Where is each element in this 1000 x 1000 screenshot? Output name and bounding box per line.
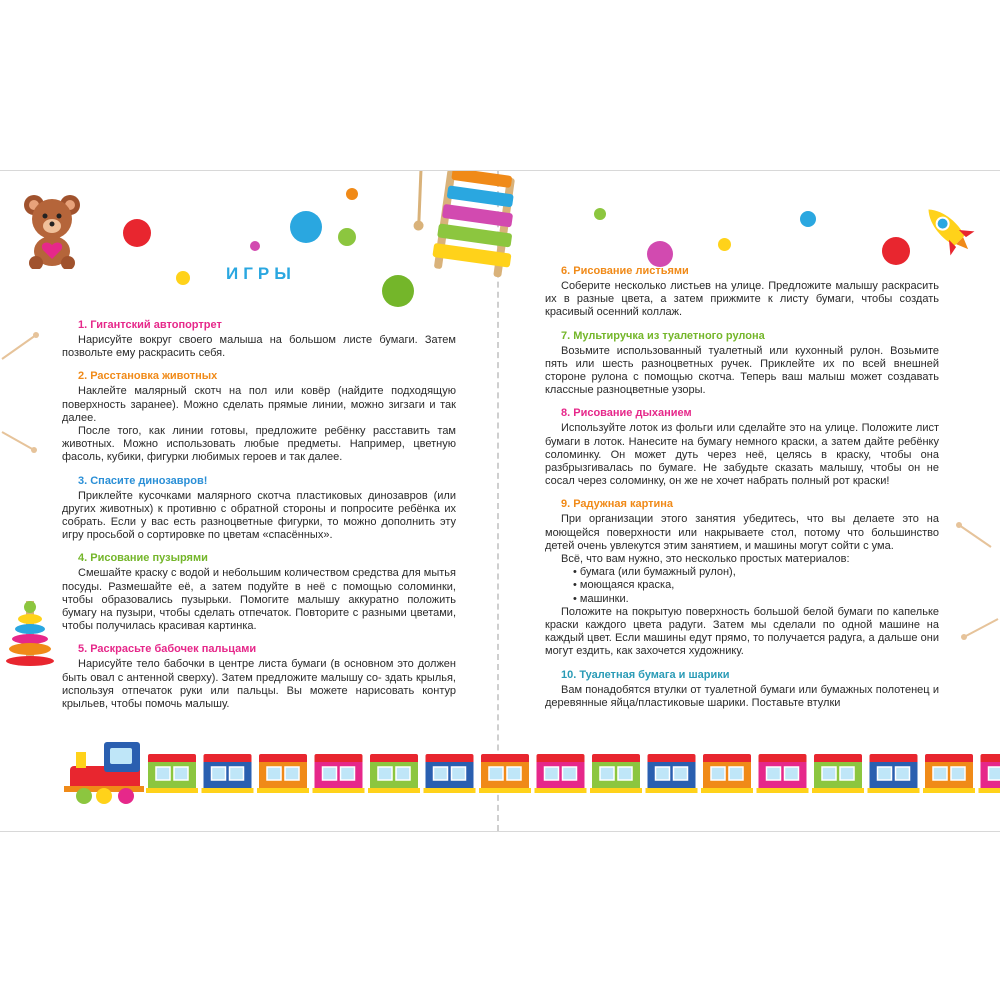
- train-wagon: [202, 754, 254, 793]
- section-paragraph: Положите на покрытую поверхность большой белой бумаги по капельке краски каждого цвета радуги. Затем мы сделали по одной машине на каждый цвет. Если машины едут прямо, то получается радуга, а дальше они могут ездить, как захочется художнику.: [545, 605, 939, 658]
- decor-dot: [338, 228, 356, 246]
- stick-icon: [0, 331, 40, 361]
- section-paragraph: Приклейте кусочками малярного скотча пластиковых динозавров (или других животных) к противню с обратной стороны и попросите ребёнка их собрать. Если у вас есть разноцветные фигурки, то можно дополнить эту игру просьбой о сортировке по цветам «спасённых».: [62, 489, 456, 542]
- stick-icon: [955, 521, 995, 551]
- decor-dot: [290, 211, 322, 243]
- train-wagon: [701, 754, 753, 793]
- train-wagon: [812, 754, 864, 793]
- train-wagon: [535, 754, 587, 793]
- train-wagon: [424, 754, 476, 793]
- section-paragraph: Всё, что вам нужно, это несколько простых материалов:: [561, 553, 850, 566]
- section-heading: 2. Расстановка животных: [78, 370, 218, 383]
- section-paragraph: Возьмите использованный туалетный или кухонный рулон. Возьмите пять или шесть разноцветных ручек. Приклейте их по всей внешней стороне рулона с помощью скотча. Теперь ваш малыш может создавать классные разноцветные узоры.: [545, 344, 939, 397]
- section-paragraph: Нарисуйте тело бабочки в центре листа бумаги (в основном это должен быть овал с антенной сверху). Затем предложите малышу со- здать крылья, используя отпечаток руки или пальцы. Вы можете нарисовать контур крыльев, чтобы помочь малышу.: [62, 658, 456, 711]
- stick-icon: [960, 611, 1000, 641]
- activity-section: [545, 407, 939, 488]
- decor-dot: [123, 219, 151, 247]
- decor-dot: [718, 238, 731, 251]
- section-heading: 5. Раскрасьте бабочек пальцами: [78, 643, 257, 656]
- section-heading: 1. Гигантский автопортрет: [78, 319, 222, 331]
- section-paragraph: Вам понадобятся втулки от туалетной бумаги или бумажных полотенец и деревянные яйца/пластиковые шарики. Поставьте втулки: [545, 683, 939, 709]
- book-spread: [0, 170, 1000, 832]
- train-wagon: [146, 754, 198, 793]
- train-wagon: [590, 754, 642, 793]
- train-wagon: [313, 754, 365, 793]
- section-paragraph: Наклейте малярный скотч на пол или ковёр (найдите подходящую поверхность заранее). Можно сделать прямые линии, можно зигзаги и так далее.: [62, 385, 456, 424]
- page-title: ИГРЫ: [226, 264, 296, 283]
- section-paragraph: Смешайте краску с водой и небольшим количеством средства для мытья посуды. Размешайте её, а затем подуйте в неё с помощью соломинки, чтобы образовались пузырьки. Помогите малышу аккуратно положить бумагу на пузыри, чтобы сделать отпечаток. Повторите с разными цветами, чтобы получилась красивая картинка.: [62, 567, 456, 633]
- section-heading: 3. Спасите динозавров!: [78, 474, 208, 487]
- train-wagon: [646, 754, 698, 793]
- train-wagon: [923, 754, 975, 793]
- section-paragraph: Используйте лоток из фольги или сделайте это на улице. Положите лист бумаги в лоток. Нанесите на бумагу немного краски, а затем дайте ребёнку соломинку. Он может дуть через неё, целясь в краску, чтобы она разбрызгивалась по бумаге. Не забудьте сказать малышу, чтобы он не сосал через соломинку, он же не хочет набрать полный рот краски!: [545, 422, 939, 488]
- train-wagon: [979, 754, 1000, 793]
- list-item: • бумага (или бумажный рулон),: [573, 566, 939, 579]
- train-wagon: [479, 754, 531, 793]
- decor-dot: [800, 211, 816, 227]
- activity-section: [545, 265, 939, 320]
- activity-section: [62, 319, 456, 360]
- train-wagon: [257, 754, 309, 793]
- left-column: [62, 319, 456, 721]
- section-heading: 6. Рисование листьями: [561, 265, 689, 277]
- section-heading: 10. Туалетная бумага и шарики: [561, 668, 730, 681]
- train-wagon: [368, 754, 420, 793]
- list-item: • машинки.: [573, 593, 939, 606]
- section-heading: 9. Радужная картина: [561, 498, 674, 511]
- section-paragraph: При организации этого занятия убедитесь, что вы делаете это на моющейся поверхности или накрываете стол, потому что большинство детей очень увлекутся этим занятием, и машины могут сойти с ума.: [545, 513, 939, 552]
- activity-section: [545, 330, 939, 398]
- activity-section: [545, 669, 939, 710]
- section-paragraph: Соберите несколько листьев на улице. Предложите малышу раскрасить их в разные цвета, а затем прижмите к листу бумаги, чтобы создать красивый осенний коллаж.: [545, 280, 939, 319]
- section-heading: 8. Рисование дыханием: [561, 407, 692, 420]
- rocket-icon: [918, 199, 980, 261]
- section-heading: 7. Мультиручка из туалетного рулона: [561, 329, 765, 342]
- decor-dot: [647, 241, 673, 267]
- teddy-bear-icon: [18, 189, 88, 269]
- train-wagon: [868, 754, 920, 793]
- activity-section: [62, 475, 456, 543]
- train-icon: [60, 736, 1000, 806]
- list-item: • моющаяся краска,: [573, 579, 939, 592]
- pyramid-toy-icon: [4, 601, 56, 667]
- train-wagon: [757, 754, 809, 793]
- decor-dot: [250, 241, 260, 251]
- decor-dot: [176, 271, 190, 285]
- decor-dot: [882, 237, 910, 265]
- activity-section: [62, 552, 456, 633]
- section-heading: 4. Рисование пузырями: [78, 552, 208, 565]
- materials-list: [545, 566, 939, 606]
- activity-section: [62, 370, 456, 464]
- section-paragraph: После того, как линии готовы, предложите ребёнку расставить там животных. Можно использовать любые предметы. Например, цветную фасоль, кубики, фигурки любимых героев и так далее.: [62, 425, 456, 464]
- stick-icon: [0, 426, 40, 456]
- decor-dot: [594, 208, 606, 220]
- activity-section: [62, 643, 456, 711]
- decor-dot: [346, 188, 358, 200]
- right-column: [545, 265, 939, 720]
- activity-section: [545, 498, 939, 658]
- section-paragraph: Нарисуйте вокруг своего малыша на большом листе бумаги. Затем позвольте ему раскрасить себя.: [62, 334, 456, 360]
- xylophone-icon: [405, 171, 540, 281]
